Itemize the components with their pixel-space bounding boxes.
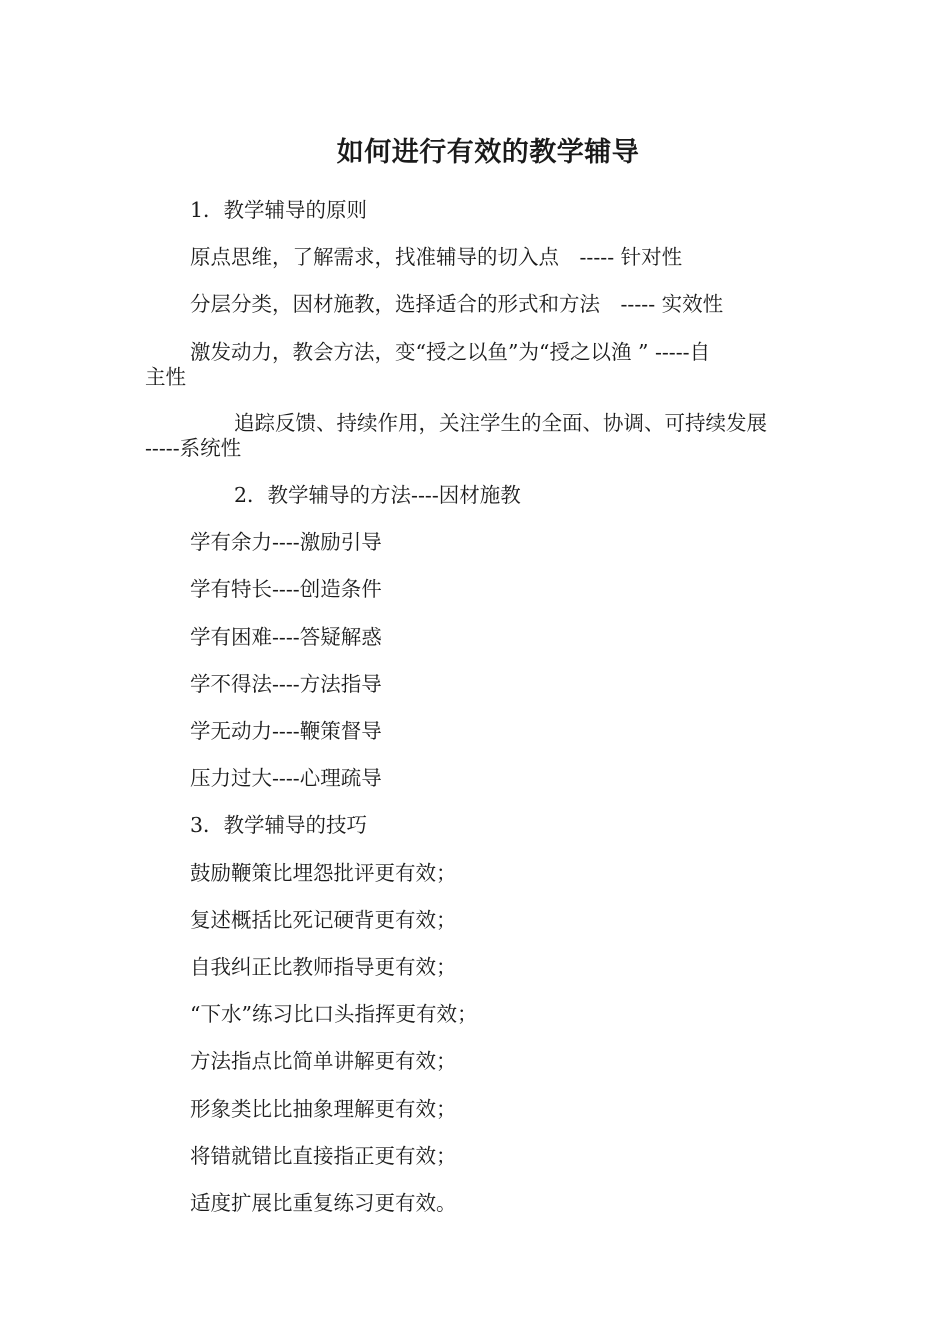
page-title: 如何进行有效的教学辅导 — [336, 137, 640, 168]
method-item: 学无动力----鞭策督导 — [190, 719, 382, 743]
technique-item: 方法指点比简单讲解更有效； — [190, 1049, 457, 1073]
technique-item: 适度扩展比重复练习更有效。 — [190, 1191, 457, 1215]
method-item: 学不得法----方法指导 — [190, 672, 382, 696]
section-3-heading: 3．教学辅导的技巧 — [190, 813, 368, 837]
principle-item: 原点思维，了解需求，找准辅导的切入点 ----- 针对性 — [190, 245, 683, 269]
principle-item-line-1: 激发动力，教会方法，变“授之以鱼”为“授之以渔 ” -----自 — [190, 340, 711, 364]
method-item: 学有困难----答疑解惑 — [190, 625, 382, 649]
principle-item-line-2: -----系统性 — [145, 436, 242, 460]
technique-item: 复述概括比死记硬背更有效； — [190, 908, 457, 932]
principle-item-line-2: 主性 — [145, 365, 186, 389]
technique-item: 形象类比比抽象理解更有效； — [190, 1097, 457, 1121]
section-1-heading: 1．教学辅导的原则 — [190, 198, 368, 222]
method-item: 压力过大----心理疏导 — [190, 766, 382, 790]
technique-item: 将错就错比直接指正更有效； — [190, 1144, 457, 1168]
technique-item: 鼓励鞭策比埋怨批评更有效； — [190, 861, 457, 885]
method-item: 学有余力----激励引导 — [190, 530, 382, 554]
principle-item-line-1: 追踪反馈、持续作用，关注学生的全面、协调、可持续发展 — [234, 411, 767, 435]
method-item: 学有特长----创造条件 — [190, 577, 382, 601]
technique-item: “下水”练习比口头指挥更有效； — [190, 1002, 478, 1026]
section-2-heading: 2．教学辅导的方法----因材施教 — [234, 483, 521, 507]
principle-item: 分层分类，因材施教，选择适合的形式和方法 ----- 实效性 — [190, 292, 724, 316]
technique-item: 自我纠正比教师指导更有效； — [190, 955, 457, 979]
